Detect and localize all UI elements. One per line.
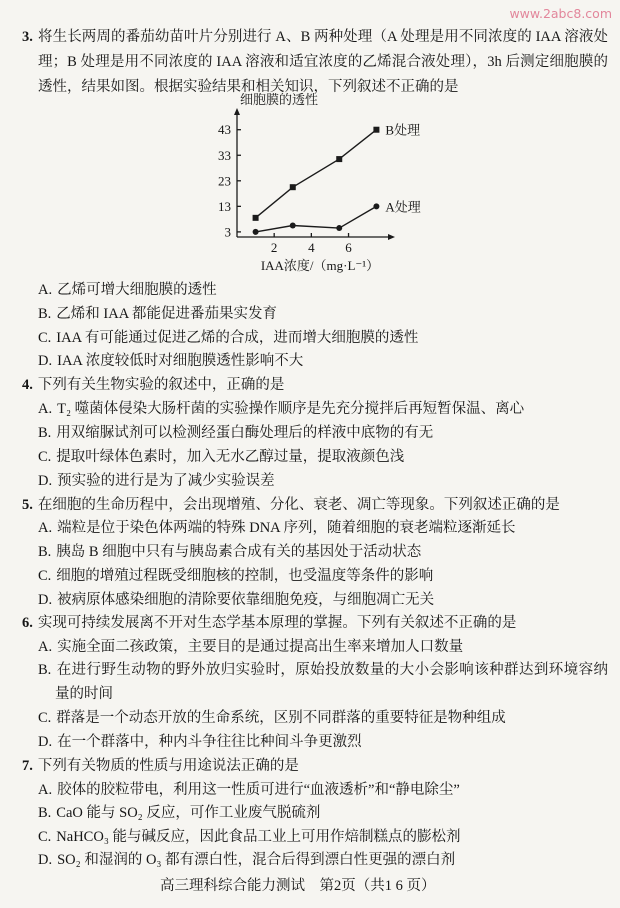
- option-text: NaHCO₃ 能与碱反应，因此食品工业上可用作焙制糕点的膨松剂: [56, 829, 461, 845]
- option-text: IAA 浓度较低时对细胞膜透性影响不大: [57, 353, 304, 369]
- y-tick-label: 33: [218, 147, 231, 163]
- option-text: 在进行野生动物的野外放归实验时，原始投放数量的大小会影响该种群达到环境容纳: [56, 662, 608, 678]
- option-label: D.: [38, 852, 53, 868]
- option-label: B.: [38, 662, 52, 678]
- y-tick-label: 3: [224, 224, 231, 240]
- x-tick-label: 6: [345, 240, 352, 255]
- question-stem-text: 实现可持续发展离不开对生态学基本原理的掌握。下列有关叙述不正确的是: [37, 615, 517, 631]
- option-text: 用双缩脲试剂可以检测经蛋白酶处理后的样液中底物的有无: [56, 425, 434, 441]
- question-stem-text: 下列有关生物实验的叙述中，正确的是: [37, 377, 285, 393]
- option-label: C.: [38, 568, 52, 584]
- option-text: 在一个群落中，种内斗争往往比种间斗争更激烈: [57, 734, 362, 750]
- question-stem-text: 将生长两周的番茄幼苗叶片分别进行 A、B 两种处理（A 处理是用不同浓度的 IAA 溶液处: [37, 29, 608, 45]
- option-b: [38, 423, 433, 443]
- data-point-a: [336, 225, 342, 231]
- series-line-b: [256, 130, 377, 218]
- series-line-a: [256, 206, 377, 232]
- option-text: 乙烯可增大细胞膜的透性: [57, 282, 217, 298]
- x-tick-label: 2: [270, 240, 278, 255]
- y-tick-label: 23: [218, 173, 231, 189]
- x-axis-arrow: [388, 234, 395, 240]
- y-tick-label: 13: [218, 198, 231, 214]
- question-stem-line: 理；B 处理是用不同浓度的 IAA 溶液和适宜浓度的乙烯混合液处理），3h 后测定细胞膜的: [38, 54, 608, 70]
- option-text: SO₂ 和湿润的 O₃ 都有漂白性，混合后得到漂白性更强的漂白剂: [57, 852, 456, 868]
- question-number: 7.: [22, 758, 33, 774]
- question-stem-line: [22, 613, 516, 633]
- option-a: [38, 780, 460, 800]
- question-stem-text: 在细胞的生命历程中，会出现增殖、分化、衰老、凋亡等现象。下列叙述正确的是: [37, 497, 560, 513]
- option-c: [38, 566, 433, 586]
- option-d: [38, 590, 434, 610]
- option-a: [38, 280, 217, 300]
- question-stem-line: [22, 756, 299, 776]
- option-text: 细胞的增殖过程既受细胞核的控制，也受温度等条件的影响: [56, 568, 434, 584]
- x-axis-label: IAA浓度/（mg·L⁻¹）: [260, 258, 380, 273]
- option-c: [38, 447, 404, 467]
- option-label: D.: [38, 734, 53, 750]
- option-label: B.: [38, 306, 52, 322]
- option-text: 群落是一个动态开放的生命系统，区别不同群落的重要特征是物种组成: [56, 710, 506, 726]
- option-text: 端粒是位于染色体两端的特殊 DNA 序列，随着细胞的衰老端粒逐渐延长: [57, 520, 516, 536]
- option-text: 实施全面二孩政策，主要目的是通过提高出生率来增加人口数量: [57, 639, 464, 655]
- option-label: A.: [38, 401, 53, 417]
- option-label: A.: [38, 782, 53, 798]
- question-number: 6.: [22, 615, 33, 631]
- data-point-b: [373, 127, 379, 133]
- series-label-a: A处理: [385, 199, 421, 215]
- data-point-a: [253, 229, 259, 235]
- option-label: A.: [38, 282, 53, 298]
- question-number: 3.: [22, 29, 33, 45]
- option-text: 乙烯和 IAA 都能促进番茄果实发育: [56, 306, 278, 322]
- option-text: T₂ 噬菌体侵染大肠杆菌的实验操作顺序是先充分搅拌后再短暂保温、离心: [57, 401, 525, 417]
- option-b: [38, 803, 320, 823]
- option-text: 胰岛 B 细胞中只有与胰岛素合成有关的基因处于活动状态: [56, 544, 422, 560]
- option-text: 提取叶绿体色素时，加入无水乙醇过量，提取液颜色浅: [56, 449, 405, 465]
- series-label-b: B处理: [385, 122, 421, 138]
- option-d: [38, 732, 362, 752]
- option-label: A.: [38, 639, 53, 655]
- data-point-b: [336, 156, 342, 162]
- option-text: 预实验的进行是为了减少实验误差: [57, 473, 275, 489]
- page-footer: 高三理科综合能力测试 第2页（共1 6 页）: [160, 878, 436, 894]
- option-a: [38, 399, 524, 419]
- x-tick-label: 4: [308, 240, 315, 255]
- option-label: C.: [38, 829, 52, 845]
- question-stem-line: [22, 375, 284, 395]
- data-point-a: [290, 223, 296, 229]
- option-text: 胶体的胶粒带电，利用这一性质可进行“血液透析”和“静电除尘”: [57, 782, 460, 798]
- option-d: [38, 850, 455, 870]
- data-point-b: [290, 184, 296, 190]
- data-point-a: [373, 203, 379, 209]
- question-number: 5.: [22, 497, 33, 513]
- option-label: B.: [38, 544, 52, 560]
- y-tick-label: 43: [218, 122, 231, 138]
- option-b: [38, 542, 421, 562]
- question-stem-line: [22, 27, 608, 47]
- option-label: D.: [38, 353, 53, 369]
- option-d: [38, 351, 303, 371]
- question-number: 4.: [22, 377, 33, 393]
- watermark-url: www.2abc8.com: [509, 6, 612, 21]
- membrane-permeability-chart: [200, 90, 432, 276]
- option-label: D.: [38, 592, 53, 608]
- y-axis-label: 细胞膜的透性: [240, 92, 319, 107]
- option-label: D.: [38, 473, 53, 489]
- option-c: [38, 708, 506, 728]
- option-c: [38, 827, 461, 847]
- option-text: CaO 能与 SO₂ 反应，可作工业废气脱硫剂: [56, 805, 321, 821]
- question-stem-text: 下列有关物质的性质与用途说法正确的是: [37, 758, 299, 774]
- option-d: [38, 471, 275, 491]
- question-stem-line: [22, 495, 560, 515]
- option-label: C.: [38, 449, 52, 465]
- option-label: B.: [38, 805, 52, 821]
- option-a: [38, 637, 463, 657]
- option-label: A.: [38, 520, 53, 536]
- option-a: [38, 518, 515, 538]
- option-label: B.: [38, 425, 52, 441]
- option-text: IAA 有可能通过促进乙烯的合成，进而增大细胞膜的透性: [56, 330, 419, 346]
- data-point-b: [253, 215, 259, 221]
- option-b: [38, 660, 608, 680]
- option-b-continuation: 量的时间: [55, 686, 113, 702]
- option-b: [38, 304, 277, 324]
- option-label: C.: [38, 330, 52, 346]
- option-text: 被病原体感染细胞的清除要依靠细胞免疫，与细胞凋亡无关: [57, 592, 435, 608]
- option-c: [38, 328, 418, 348]
- option-label: C.: [38, 710, 52, 726]
- question-stem-line: 透性，结果如图。根据实验结果和相关知识，下列叙述不正确的是: [38, 79, 459, 95]
- y-axis-arrow: [234, 108, 240, 115]
